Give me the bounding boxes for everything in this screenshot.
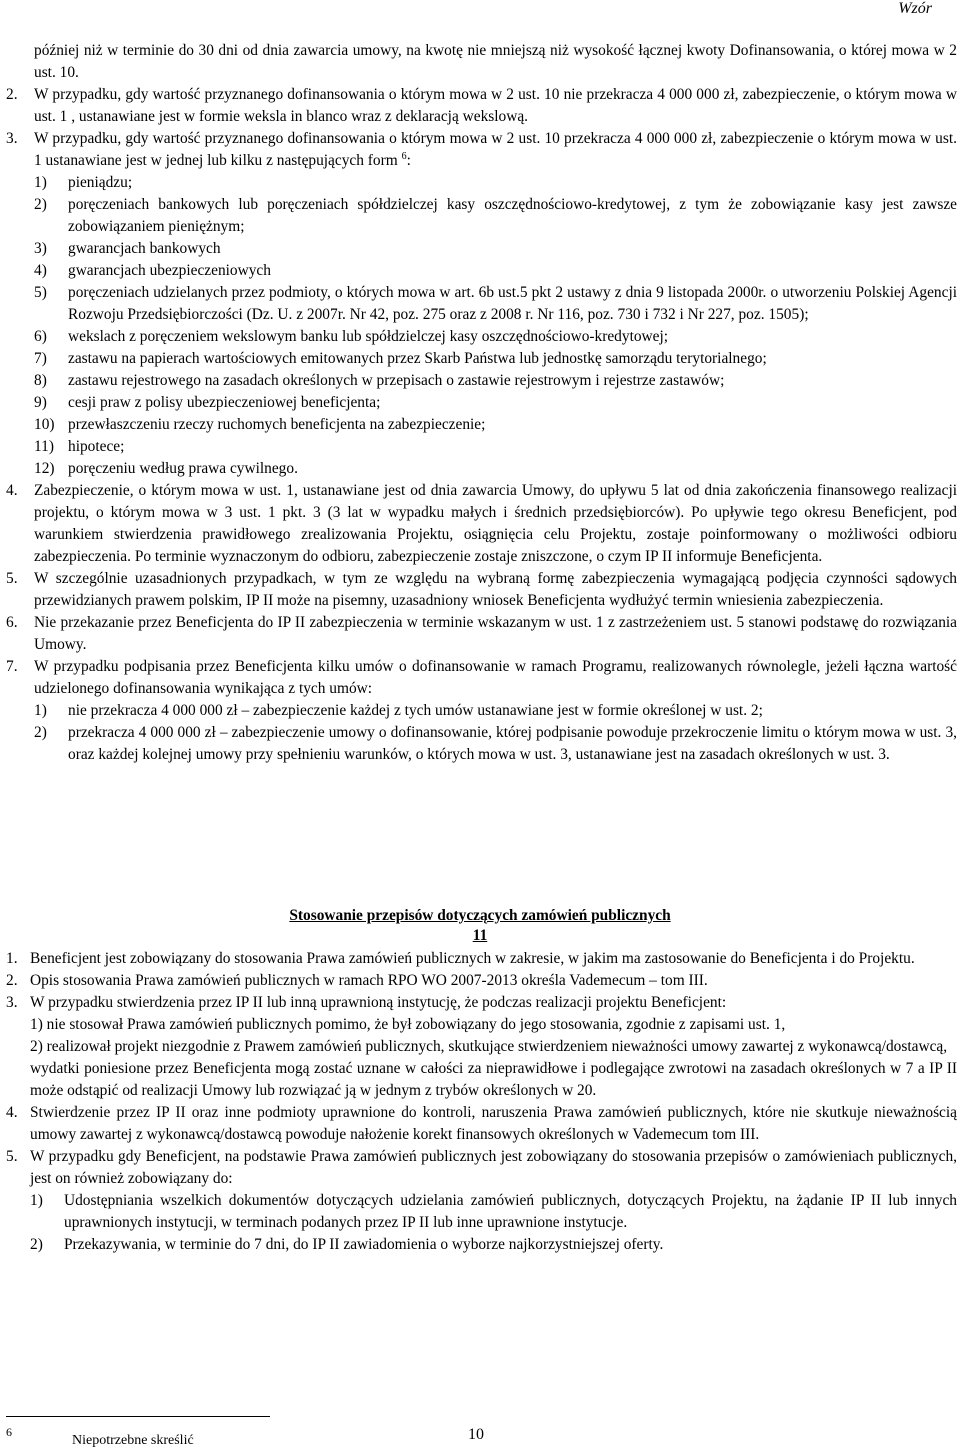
paragraph-text: Beneficjent jest zobowiązany do stosowania Prawa zamówień publicznych w zakresie, w jakim ma zastosowanie do Beneficjenta i do Projektu. <box>30 950 915 967</box>
paragraph-text: Opis stosowania Prawa zamówień publicznych w ramach RPO WO 2007-2013 określa Vademecum – tom III. <box>30 972 708 989</box>
paragraph-number: 7. <box>6 658 18 675</box>
paragraph-text: W szczególnie uzasadnionych przypadkach, w tym ze względu na wybraną formę zabezpieczenia wymagającą podjęcia czynności sądowych przewidzianych prawem polskim, IP II może na pisemny, uzasadniony wniosek Beneficjenta wydłużyć termin wniesienia zabezpieczenia. <box>34 570 957 609</box>
paragraph-number: 2. <box>6 86 18 103</box>
paragraph-text-b: : <box>406 152 411 169</box>
list-item: 1) Udostępniania wszelkich dokumentów dotyczących udzielania zamówień publicznych, dotyczących Projektu, na żądanie IP II lub innych uprawnionych instytucji, w terminach podanych przez IP II lub inne uprawnione instytucje. <box>30 1192 957 1231</box>
paragraph-number: 6. <box>6 614 18 631</box>
footnote-divider <box>6 1416 270 1417</box>
footnote-mark: 6 <box>6 1425 12 1439</box>
paragraph-number: 1. <box>6 950 18 967</box>
security-section <box>6 40 957 766</box>
list-item: 12) poręczeniu według prawa cywilnego. <box>34 460 298 477</box>
list-item: 8) zastawu rejestrowego na zasadach określonych w przepisach o zastawie rejestrowym i rejestrze zastawów; <box>34 372 725 389</box>
footnote-ref: 6 <box>401 150 407 162</box>
list-item: 2) poręczeniach bankowych lub poręczeniach spółdzielczej kasy oszczędnościowo-kredytowej, z tym że zobowiązanie kasy jest zawsze zobowiązaniem pieniężnym; <box>34 196 957 235</box>
paragraph-text: Zabezpieczenie, o którym mowa w ust. 1, ustanawiane jest od dnia zawarcia Umowy, do upływu 5 lat od dnia zakończenia finansowego realizacji projektu, o którym mowa w 3 ust. 1 pkt. 3 (3 lat w wypadku małych i średnich przedsiębiorców). Po upływie tego okresu Beneficjent, pod warunkiem stwierdzenia prawidłowego zrealizowania Projektu, osiągnięcia celu Projektu, zostaje poinformowany o możliwości odbioru zabezpieczenia. Po terminie wyznaczonym do odbioru, zabezpieczenie zostaje zniszczone, o czym IP II informuje Beneficjenta. <box>34 482 957 565</box>
list-item: 3) gwarancjach bankowych <box>34 240 221 257</box>
paragraph-number: 5. <box>6 1148 18 1165</box>
section-paragraph-1 <box>6 948 957 970</box>
paragraph-text: Stwierdzenie przez IP II oraz inne podmioty uprawnione do kontroli, naruszenia Prawa zamówień publicznych, które nie skutkuje nieważnością umowy zawartej z wykonawcą/dostawcą powoduje nałożenie korekt finansowych określonych w Vademecum tom III. <box>30 1104 957 1143</box>
footnote-text: Niepotrzebne skreślić <box>72 1433 194 1448</box>
procurement-section <box>6 948 957 1256</box>
paragraph-number: 2. <box>6 972 18 989</box>
header-label: Wzór <box>898 0 932 17</box>
paragraph-2 <box>6 84 957 128</box>
forms-list <box>6 172 957 480</box>
list-item: 6) wekslach z poręczeniem wekslowym banku lub spółdzielczej kasy oszczędnościowo-kredytowej; <box>34 328 669 345</box>
paragraph-text: W przypadku podpisania przez Beneficjenta kilku umów o dofinansowanie w ramach Programu, realizowanych równolegle, jeżeli łączna wartość udzielonego dofinansowania wynikająca z tych umów: <box>34 658 957 697</box>
section-paragraph-3-body <box>6 1014 957 1102</box>
list-item: 10) przewłaszczeniu rzeczy ruchomych beneficjenta na zabezpieczenie; <box>34 416 486 433</box>
continued-paragraph: później niż w terminie do 30 dni od dnia zawarcia umowy, na kwotę nie mniejszą niż wysokość łącznej kwoty Dofinansowania, o której mowa w 2 ust. 10. <box>34 42 957 81</box>
section-paragraph-2 <box>6 970 957 992</box>
list-item: 2) realizował projekt niezgodnie z Prawem zamówień publicznych, skutkujące stwierdzeniem nieważności umowy zawartej z wykonawcą/dostawcą, <box>30 1038 948 1055</box>
list-item: 1) nie stosował Prawa zamówień publicznych pomimo, że był zobowiązany do jego stosowania, zgodnie z zapisami ust. 1, <box>30 1016 786 1033</box>
section-title <box>0 906 960 946</box>
section-heading: Stosowanie przepisów dotyczących zamówień publicznych <box>289 907 671 924</box>
paragraph-6 <box>6 612 957 656</box>
section-paragraph-5 <box>6 1146 957 1190</box>
list-item: 2) przekracza 4 000 000 zł – zabezpieczenie umowy o dofinansowanie, której podpisanie powoduje przekroczenie limitu o którym mowa w ust. 3, oraz każdej kolejnej umowy przy spełnieniu warunków, o których mowa w ust. 3, ustanawiane jest na zasadach określonych w ust. 3. <box>34 724 957 763</box>
list-item: 9) cesji praw z polisy ubezpieczeniowej beneficjenta; <box>34 394 381 411</box>
paragraph-5 <box>6 568 957 612</box>
paragraph-7-list <box>6 700 957 766</box>
paragraph-number: 3. <box>6 994 18 1011</box>
paragraph-number: 4. <box>6 1104 18 1121</box>
paragraph-text-a: W przypadku, gdy wartość przyznanego dofinansowania o którym mowa w 2 ust. 10 przekracza 4 000 000 zł, zabezpieczenie o którym mowa w ust. 1 ustanawiane jest w jednej lub kilku z następujących form <box>34 130 957 169</box>
paragraph-number: 5. <box>6 570 18 587</box>
list-item: 11) hipotece; <box>34 438 125 455</box>
paragraph-text: W przypadku stwierdzenia przez IP II lub inną uprawnioną instytucję, że podczas realizacji projektu Beneficjent: <box>30 994 727 1011</box>
list-item: 7) zastawu na papierach wartościowych emitowanych przez Skarb Państwa lub jednostkę samorządu terytorialnego; <box>34 350 767 367</box>
paragraph-text <box>34 128 957 172</box>
paragraph-3 <box>6 128 957 172</box>
footnote <box>6 1424 194 1448</box>
section-number: 11 <box>472 927 488 944</box>
paragraph-4 <box>6 480 957 568</box>
list-item: 4) gwarancjach ubezpieczeniowych <box>34 262 271 279</box>
list-item: 2) Przekazywania, w terminie do 7 dni, do IP II zawiadomienia o wyborze najkorzystniejszej oferty. <box>30 1236 664 1253</box>
paragraph-text: W przypadku gdy Beneficjent, na podstawie Prawa zamówień publicznych jest zobowiązany do stosowania przepisów o zamówieniach publicznych, jest on również zobowiązany do: <box>30 1148 957 1187</box>
paragraph-number: 4. <box>6 482 18 499</box>
section-paragraph-4 <box>6 1102 957 1146</box>
list-item: 5) poręczeniach udzielanych przez podmioty, o których mowa w art. 6b ust.5 pkt 2 ustawy z dnia 9 listopada 2000r. o utworzeniu Polskiej Agencji Rozwoju Przedsiębiorczości (Dz. U. z 2007r. Nr 42, poz. 275 oraz z 2008 r. Nr 116, poz. 730 i 732 i Nr 227, poz. 1505); <box>34 284 957 323</box>
page-number: 10 <box>468 1426 484 1443</box>
section-paragraph-3 <box>6 992 957 1014</box>
paragraph-7 <box>6 656 957 700</box>
paragraph-text: Nie przekazanie przez Beneficjenta do IP II zabezpieczenia w terminie wskazanym w ust. 1 z zastrzeżeniem ust. 5 stanowi podstawę do rozwiązania Umowy. <box>34 614 957 653</box>
paragraph-tail: wydatki poniesione przez Beneficjenta mogą zostać uznane w całości za nieprawidłowe i podlegające zwrotowi na zasadach określonych w 7 a IP II może odstąpić od realizacji Umowy lub rozwiązać ją w jednym z trybów określonych w 20. <box>30 1060 957 1099</box>
list-item: 1) nie przekracza 4 000 000 zł – zabezpieczenie każdej z tych umów ustanawiane jest w formie określonej w ust. 2; <box>34 702 763 719</box>
list-item: 1) pieniądzu; <box>34 174 133 191</box>
section-paragraph-5-list <box>6 1190 957 1256</box>
paragraph-number: 3. <box>6 130 18 147</box>
paragraph-text: W przypadku, gdy wartość przyznanego dofinansowania o którym mowa w 2 ust. 10 nie przekracza 4 000 000 zł, zabezpieczenie, o którym mowa w ust. 1 , ustanawiane jest w formie weksla in blanco wraz z deklaracją wekslową. <box>34 86 957 125</box>
